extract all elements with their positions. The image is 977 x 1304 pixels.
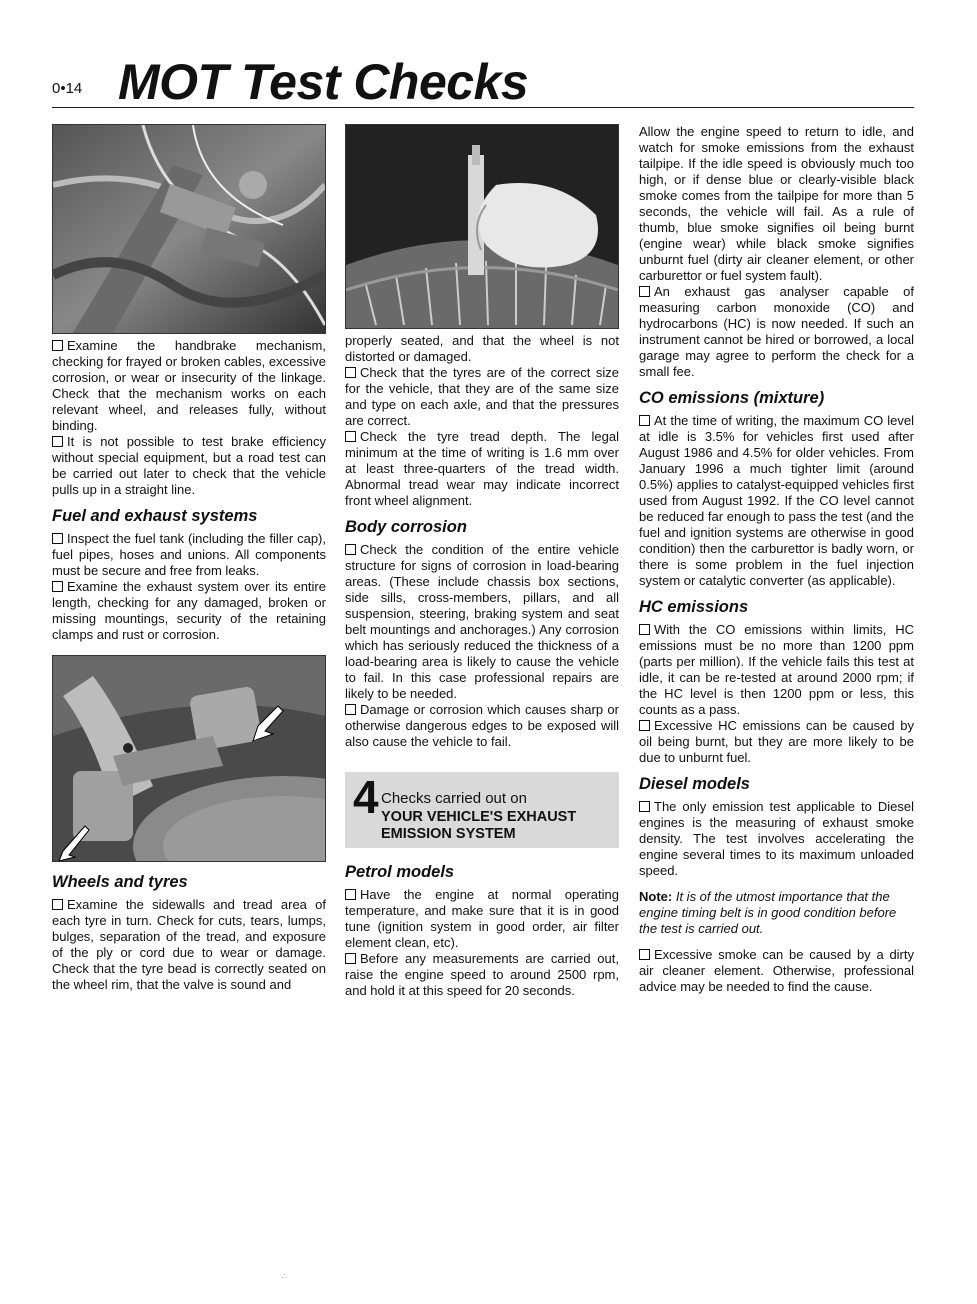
checkbox-icon — [345, 544, 356, 555]
paragraph-brake-efficiency: It is not possible to test brake efficiency without special equipment, but a road test can be carried out later to check that the vehicle pulls up in a straight line. — [52, 434, 326, 497]
column-1 — [52, 124, 326, 993]
checkbox-icon — [345, 889, 356, 900]
handbrake-cable-photo — [52, 124, 326, 334]
paragraph-wheel-seated: properly seated, and that the wheel is not distorted or damaged. — [345, 333, 619, 364]
paragraph-engine-speed: Before any measurements are carried out, raise the engine speed to around 2500 rpm, and hold it at this speed for 20 seconds. — [345, 951, 619, 998]
page-title: MOT Test Checks — [118, 54, 529, 110]
heading-hc-emissions: HC emissions — [639, 598, 749, 616]
column-3 — [639, 124, 914, 995]
section-title: YOUR VEHICLE'S EXHAUST EMISSION SYSTEM — [381, 809, 577, 842]
paragraph-tread-depth: Check the tyre tread depth. The legal minimum at the time of writing is 1.6 mm over at least three-quarters of the tread width. Abnormal tread wear may indicate incorrect front wheel alignment. — [345, 429, 619, 508]
checkbox-icon — [639, 624, 650, 635]
heading-petrol-models: Petrol models — [345, 863, 455, 881]
footer-mark: ∴ — [282, 1272, 288, 1281]
checkbox-icon — [639, 720, 650, 731]
page-header — [52, 52, 914, 108]
paragraph-sidewalls: Examine the sidewalls and tread area of each tyre in turn. Check for cuts, tears, lumps, bulges, separation of the tread, and exposure of the ply or cord due to wear or damage. Check that the tyre bead is correctly seated on the wheel rim, that the valve is sound and — [52, 897, 326, 992]
checkbox-icon — [52, 581, 63, 592]
checkbox-icon — [639, 286, 650, 297]
section-pre-text: Checks carried out on — [381, 790, 527, 807]
exhaust-clamp-photo — [52, 655, 326, 862]
section-number: 4 — [353, 771, 379, 823]
paragraph-gas-analyser: An exhaust gas analyser capable of measuring carbon monoxide (CO) and hydrocarbons (HC) is now needed. If such an instrument cannot be hired or borrowed, a local garage may agree to perform the check for a small fee. — [639, 284, 914, 379]
paragraph-excessive-smoke: Excessive smoke can be caused by a dirty air cleaner element. Otherwise, professional advice may be needed to find the cause. — [639, 947, 914, 994]
paragraph-tyre-size: Check that the tyres are of the correct size for the vehicle, that they are of the same size and type on each axle, and that the pressures are correct. — [345, 365, 619, 428]
column-2 — [345, 124, 619, 999]
checkbox-icon — [52, 436, 63, 447]
heading-co-emissions: CO emissions (mixture) — [639, 389, 825, 407]
paragraph-engine-temp: Have the engine at normal operating temperature, and make sure that it is in good tune (ignition system in good order, air filter element clean, etc). — [345, 887, 619, 950]
checkbox-icon — [345, 431, 356, 442]
paragraph-co-level: At the time of writing, the maximum CO level at idle is 3.5% for vehicles first used after August 1986 and 4.5% for older vehicles. From January 1996 a much tighter limit (around 0.5%) applies to catalyst-equipped vehicles first used from August 1992. If the CO level cannot be reduced far enough to pass the test (and the fuel and ignition systems are otherwise in good condition) then the carburettor is badly worn, or there is some problem in the fuel injection system or catalytic converter (as applicable). — [639, 413, 914, 588]
paragraph-diesel-test: The only emission test applicable to Diesel engines is the measuring of exhaust smoke density. The test involves accelerating the engine several times to its maximum unloaded speed. — [639, 799, 914, 878]
heading-fuel-exhaust: Fuel and exhaust systems — [52, 507, 258, 525]
paragraph-fuel-tank: Inspect the fuel tank (including the filler cap), fuel pipes, hoses and unions. All components must be secure and free from leaks. — [52, 531, 326, 578]
paragraph-exhaust-system: Examine the exhaust system over its entire length, checking for any damaged, broken or missing mountings, security of the retaining clamps and rust or corrosion. — [52, 579, 326, 642]
heading-body-corrosion: Body corrosion — [345, 518, 467, 536]
paragraph-idle-smoke: Allow the engine speed to return to idle, and watch for smoke emissions from the exhaust tailpipe. If the idle speed is obviously much too high, or if dense blue or clearly-visible black smoke comes from the tailpipe for more than 5 seconds, the vehicle will fail. As a rule of thumb, blue smoke signifies oil being burnt (engine wear) while black smoke signifies unburnt fuel (dirty air cleaner element, or other carburettor or fuel system fault). — [639, 124, 914, 283]
checkbox-icon — [639, 801, 650, 812]
checkbox-icon — [52, 533, 63, 544]
tyre-tread-gauge-photo — [345, 124, 619, 329]
paragraph-structure-corrosion: Check the condition of the entire vehicle structure for signs of corrosion in load-bearing areas. (These include chassis box sections, side sills, cross-members, pillars, and all suspension, steering, braking system and seat belt mountings and anchorages.) Any corrosion which has seriously reduced the thickness of a load-bearing area is likely to cause the vehicle to fail. In this case professional repairs are likely to be needed. — [345, 542, 619, 701]
paragraph-handbrake: Examine the handbrake mechanism, checking for frayed or broken cables, excessive corrosion, or wear or insecurity of the linkage. Check that the mechanism works on each relevant wheel, and releases fully, without binding. — [52, 338, 326, 433]
checkbox-icon — [345, 953, 356, 964]
note-timing-belt: Note: It is of the utmost importance that the engine timing belt is in good condition before the test is carried out. — [639, 889, 897, 936]
page-number: 0•14 — [52, 80, 83, 97]
checkbox-icon — [345, 367, 356, 378]
paragraph-hc-cause: Excessive HC emissions can be caused by oil being burnt, but they are more likely to be due to unburnt fuel. — [639, 718, 914, 765]
section-4-banner — [345, 772, 619, 848]
paragraph-sharp-edges: Damage or corrosion which causes sharp or otherwise dangerous edges to be exposed will also cause the vehicle to fail. — [345, 702, 619, 749]
checkbox-icon — [52, 340, 63, 351]
checkbox-icon — [639, 949, 650, 960]
checkbox-icon — [345, 704, 356, 715]
checkbox-icon — [52, 899, 63, 910]
heading-diesel-models: Diesel models — [639, 775, 750, 793]
heading-wheels-tyres: Wheels and tyres — [52, 873, 188, 891]
checkbox-icon — [639, 415, 650, 426]
paragraph-hc-limit: With the CO emissions within limits, HC emissions must be no more than 1200 ppm (parts per million). If the vehicle fails this test at idle, it can be re-tested at around 2000 rpm; if the HC level is then 1200 ppm or less, this counts as a pass. — [639, 622, 914, 717]
